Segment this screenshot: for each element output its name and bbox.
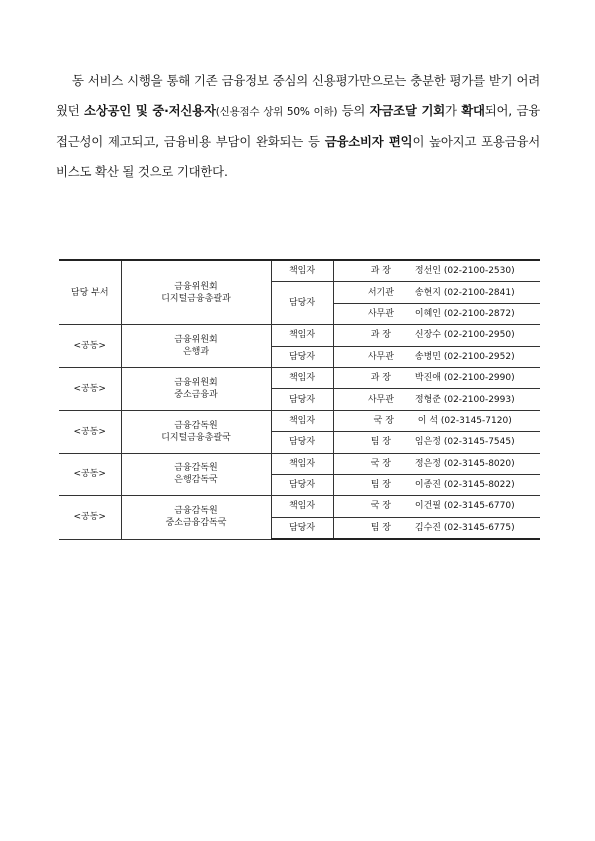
person-name: 송현지 xyxy=(414,287,441,298)
organization-name: 중소금융감독국 xyxy=(165,518,227,529)
rank-title: 팀 장 xyxy=(370,437,391,448)
organization-name: 디지털금융총괄과 xyxy=(161,293,231,304)
organization-cell xyxy=(121,260,271,325)
organization-name: 은행감독국 xyxy=(174,475,218,486)
phone-number: (02-3145-6775) xyxy=(443,522,515,533)
contacts-table xyxy=(59,259,540,540)
rank-title: 사무관 xyxy=(367,351,394,362)
role-label: 담당자 xyxy=(271,282,333,325)
contact-row xyxy=(59,453,540,474)
bold-phrase: 확대 xyxy=(461,103,485,118)
contact-person xyxy=(333,410,540,431)
contact-person xyxy=(333,346,540,367)
role-label: 담당자 xyxy=(271,432,333,453)
phone-number: (02-3145-7545) xyxy=(443,437,515,448)
phone-number: (02-2100-2530) xyxy=(443,266,515,277)
text-segment: 이 높아지고 포용금융서비스도 확산 될 것으로 기대한다. xyxy=(56,134,541,179)
contact-row xyxy=(59,496,540,517)
role-label: 책임자 xyxy=(271,453,333,474)
organization-name: 금융감독원 xyxy=(174,420,218,431)
department-label: <공동> xyxy=(59,453,121,496)
phone-number: (02-2100-2952) xyxy=(443,351,515,362)
organization-cell xyxy=(121,453,271,496)
person-info xyxy=(415,308,515,320)
text-segment: 가 xyxy=(445,103,462,118)
department-label: <공동> xyxy=(59,367,121,410)
person-name: 송병민 xyxy=(414,351,441,362)
organization-name: 금융감독원 xyxy=(174,463,218,474)
person-name: 박진애 xyxy=(414,373,441,384)
text-segment: 동 서비스 시행을 통해 기존 금융정보 중심의 신용평가만으로는 충분한 평가를 받기 어려웠던 xyxy=(56,73,540,118)
rank-title: 팀 장 xyxy=(370,480,391,491)
organization-name: 금융감독원 xyxy=(174,506,218,517)
paragraph-text xyxy=(56,66,540,187)
rank-title: 과 장 xyxy=(370,266,391,277)
contact-person xyxy=(333,260,540,282)
person-info xyxy=(415,372,515,384)
role-label: 책임자 xyxy=(271,410,333,431)
person-name: 정선인 xyxy=(414,266,441,277)
person-info xyxy=(418,415,512,427)
contact-person xyxy=(333,282,540,303)
phone-number: (02-2100-2841) xyxy=(443,287,515,298)
bold-phrase: 금융소비자 편익 xyxy=(324,134,413,149)
organization-cell xyxy=(121,410,271,453)
department-label: <공동> xyxy=(59,410,121,453)
organization-name: 은행과 xyxy=(182,347,210,358)
rank-title: 국 장 xyxy=(370,458,391,469)
contact-row xyxy=(59,325,540,346)
credit-score-note: (신용점수 상위 50% 이하) xyxy=(215,106,338,118)
contact-row xyxy=(59,260,540,282)
rank-title: 국 장 xyxy=(373,415,394,426)
person-name: 이건필 xyxy=(414,501,441,512)
contact-row xyxy=(59,367,540,388)
body-paragraph xyxy=(56,66,540,187)
contact-person xyxy=(333,367,540,388)
contact-person xyxy=(333,389,540,410)
role-label: 담당자 xyxy=(271,389,333,410)
organization-name: 중소금융과 xyxy=(174,389,218,400)
role-label: 책임자 xyxy=(271,260,333,282)
role-label: 책임자 xyxy=(271,496,333,517)
organization-name: 금융위원회 xyxy=(174,335,218,346)
phone-number: (02-2100-2950) xyxy=(443,330,515,341)
phone-number: (02-3145-8020) xyxy=(443,458,515,469)
role-label: 담당자 xyxy=(271,474,333,495)
contact-row xyxy=(59,410,540,431)
organization-name: 금융위원회 xyxy=(174,377,218,388)
rank-title: 사무관 xyxy=(367,394,394,405)
bold-phrase: 소상공인 및 중·저신용자 xyxy=(83,103,216,118)
organization-cell xyxy=(121,496,271,539)
contact-person xyxy=(333,432,540,453)
person-info xyxy=(415,329,515,341)
person-info xyxy=(415,479,515,491)
text-segment: 되어, 금융 접근성이 제고되고, 금융비용 부담이 완화되는 등 xyxy=(56,103,540,149)
role-label: 책임자 xyxy=(271,367,333,388)
person-name: 이 석 xyxy=(417,415,439,426)
contact-person xyxy=(333,453,540,474)
organization-name: 금융위원회 xyxy=(174,281,218,292)
contact-person xyxy=(333,325,540,346)
person-info xyxy=(415,436,515,448)
person-info xyxy=(415,394,515,406)
role-label: 담당자 xyxy=(271,517,333,539)
rank-title: 과 장 xyxy=(370,373,391,384)
rank-title: 서기관 xyxy=(367,287,394,298)
role-label: 책임자 xyxy=(271,325,333,346)
person-name: 정형준 xyxy=(414,394,441,405)
contact-person xyxy=(333,474,540,495)
phone-number: (02-2100-2993) xyxy=(443,394,515,405)
role-label: 담당자 xyxy=(271,346,333,367)
phone-number: (02-2100-2872) xyxy=(443,308,515,319)
person-info xyxy=(415,458,515,470)
phone-number: (02-2100-2990) xyxy=(443,373,515,384)
rank-title: 국 장 xyxy=(370,501,391,512)
department-label: 담당 부서 xyxy=(59,260,121,325)
person-info xyxy=(415,287,515,299)
phone-number: (02-3145-6770) xyxy=(443,501,515,512)
organization-cell xyxy=(121,325,271,368)
person-name: 이종진 xyxy=(414,480,441,491)
department-label: <공동> xyxy=(59,325,121,368)
person-info xyxy=(415,500,515,512)
person-info xyxy=(415,351,515,363)
rank-title: 과 장 xyxy=(370,330,391,341)
person-name: 임은정 xyxy=(414,437,441,448)
organization-cell xyxy=(121,367,271,410)
rank-title: 사무관 xyxy=(367,308,394,319)
rank-title: 팀 장 xyxy=(370,522,391,533)
department-label: <공동> xyxy=(59,496,121,539)
person-name: 신장수 xyxy=(414,330,441,341)
phone-number: (02-3145-8022) xyxy=(443,480,515,491)
contact-person xyxy=(333,517,540,539)
person-name: 이혜인 xyxy=(414,308,441,319)
contact-person xyxy=(333,303,540,324)
person-info xyxy=(415,265,515,277)
organization-name: 디지털금융총괄국 xyxy=(161,432,231,443)
person-name: 정은정 xyxy=(414,458,441,469)
contact-person xyxy=(333,496,540,517)
person-info xyxy=(415,522,515,534)
bold-phrase: 자금조달 기회 xyxy=(369,103,446,118)
phone-number: (02-3145-7120) xyxy=(440,415,512,426)
person-name: 김수진 xyxy=(414,522,441,533)
text-segment: 등의 xyxy=(337,103,370,118)
